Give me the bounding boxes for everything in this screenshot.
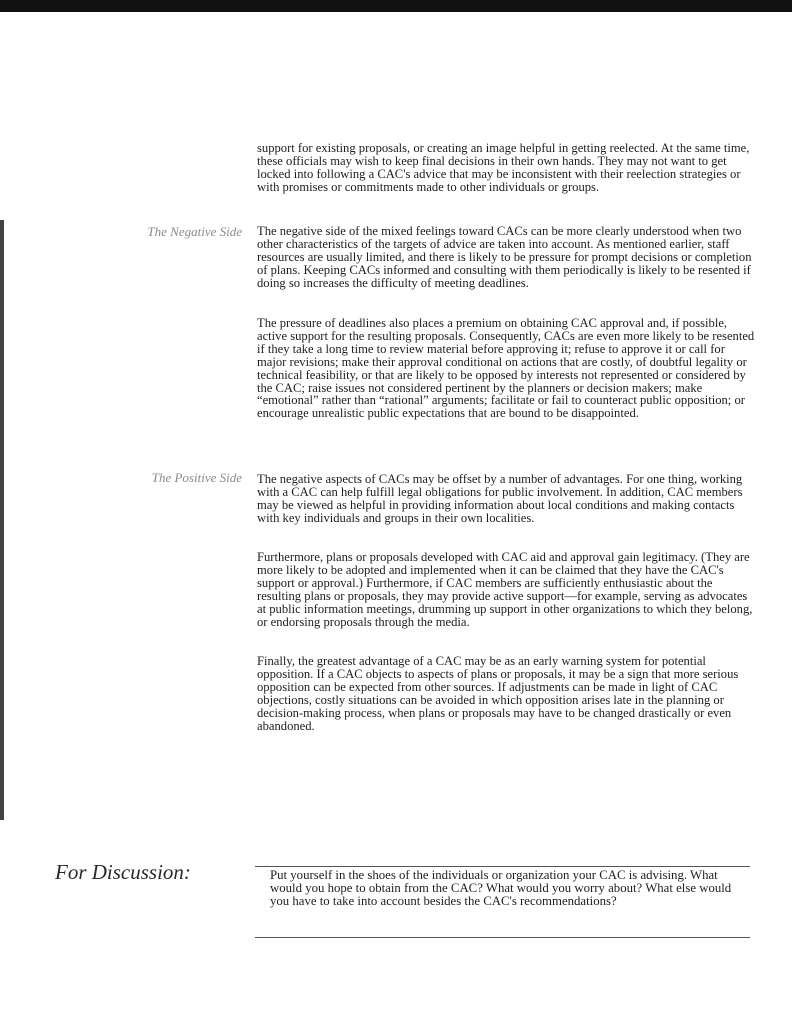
negative-paragraph-1: The negative side of the mixed feelings toward CACs can be more clearly understood when two other characteristics of the targets of advice are taken into account. As mentioned earlier, staff resources are usually limited, and there is likely to be pressure for prompt decisions or completion of plans. Keeping CACs informed and consulting with them periodically is likely to be resented if doing so increases the difficulty of meeting deadlines. — [257, 224, 752, 290]
positive-paragraph-2: Furthermore, plans or proposals developed with CAC aid and approval gain legitimacy. (They are more likely to be adopted and implemented when it can be claimed that they have the CAC's support or approval.) Furthermore, if CAC members are sufficiently enthusiastic about the resulting plans or proposals, they may provide active support—for example, serving as advocates at public information meetings, drumming up support in other organizations to which they belong, or endorsing proposals through the media. — [257, 550, 753, 629]
discussion-bottom-rule — [255, 937, 750, 938]
discussion-heading: For Discussion: — [55, 860, 191, 884]
negative-side-heading: The Negative Side — [147, 224, 242, 239]
discussion-text: Put yourself in the shoes of the individuals or organization your CAC is advising. What would you hope to obtain from the CAC? What would you worry about? What else would you have to take into account besides the CAC's recommendations? — [270, 868, 732, 908]
positive-paragraph-3: Finally, the greatest advantage of a CAC may be as an early warning system for potential opposition. If a CAC objects to aspects of plans or proposals, it may be a sign that more serious opposition can be expected from other sources. If adjustments can be made in light of CAC objections, costly situations can be avoided in which opposition arises late in the planning or decision-making process, when plans or proposals may have to be changed drastically or even abandoned. — [257, 654, 739, 733]
positive-side-heading: The Positive Side — [151, 470, 242, 485]
negative-paragraph-2: The pressure of deadlines also places a premium on obtaining CAC approval and, if possible, active support for the resulting proposals. Consequently, CACs are even more likely to be resented if they take a long time to review material before approving it; refuse to approve it or call for major revisions; make their approval conditional on actions that are costly, of doubtful legality or technical feasibility, or that are likely to be opposed by interests not represented or considered by the CAC; raise issues not considered pertinent by the planners or decision makers; make “emotional” rather than “rational” arguments; facilitate or fail to counteract public opposition; or encourage unrealistic public expectations that are bound to be disappointed. — [257, 316, 755, 421]
discussion-top-rule — [255, 866, 750, 867]
scan-left-edge — [0, 220, 4, 820]
scan-top-border — [0, 0, 792, 12]
positive-paragraph-1: The negative aspects of CACs may be offset by a number of advantages. For one thing, working with a CAC can help fulfill legal obligations for public involvement. In addition, CAC members may be viewed as helpful in providing information about local conditions and making contacts with key individuals and groups in their own localities. — [257, 472, 743, 525]
continuation-paragraph: support for existing proposals, or creating an image helpful in getting reelected. At the same time, these officials may wish to keep final decisions in their own hands. They may not want to get locked into following a CAC's advice that may be inconsistent with their reelection strategies or with promises or commitments made to other individuals or groups. — [257, 141, 750, 194]
